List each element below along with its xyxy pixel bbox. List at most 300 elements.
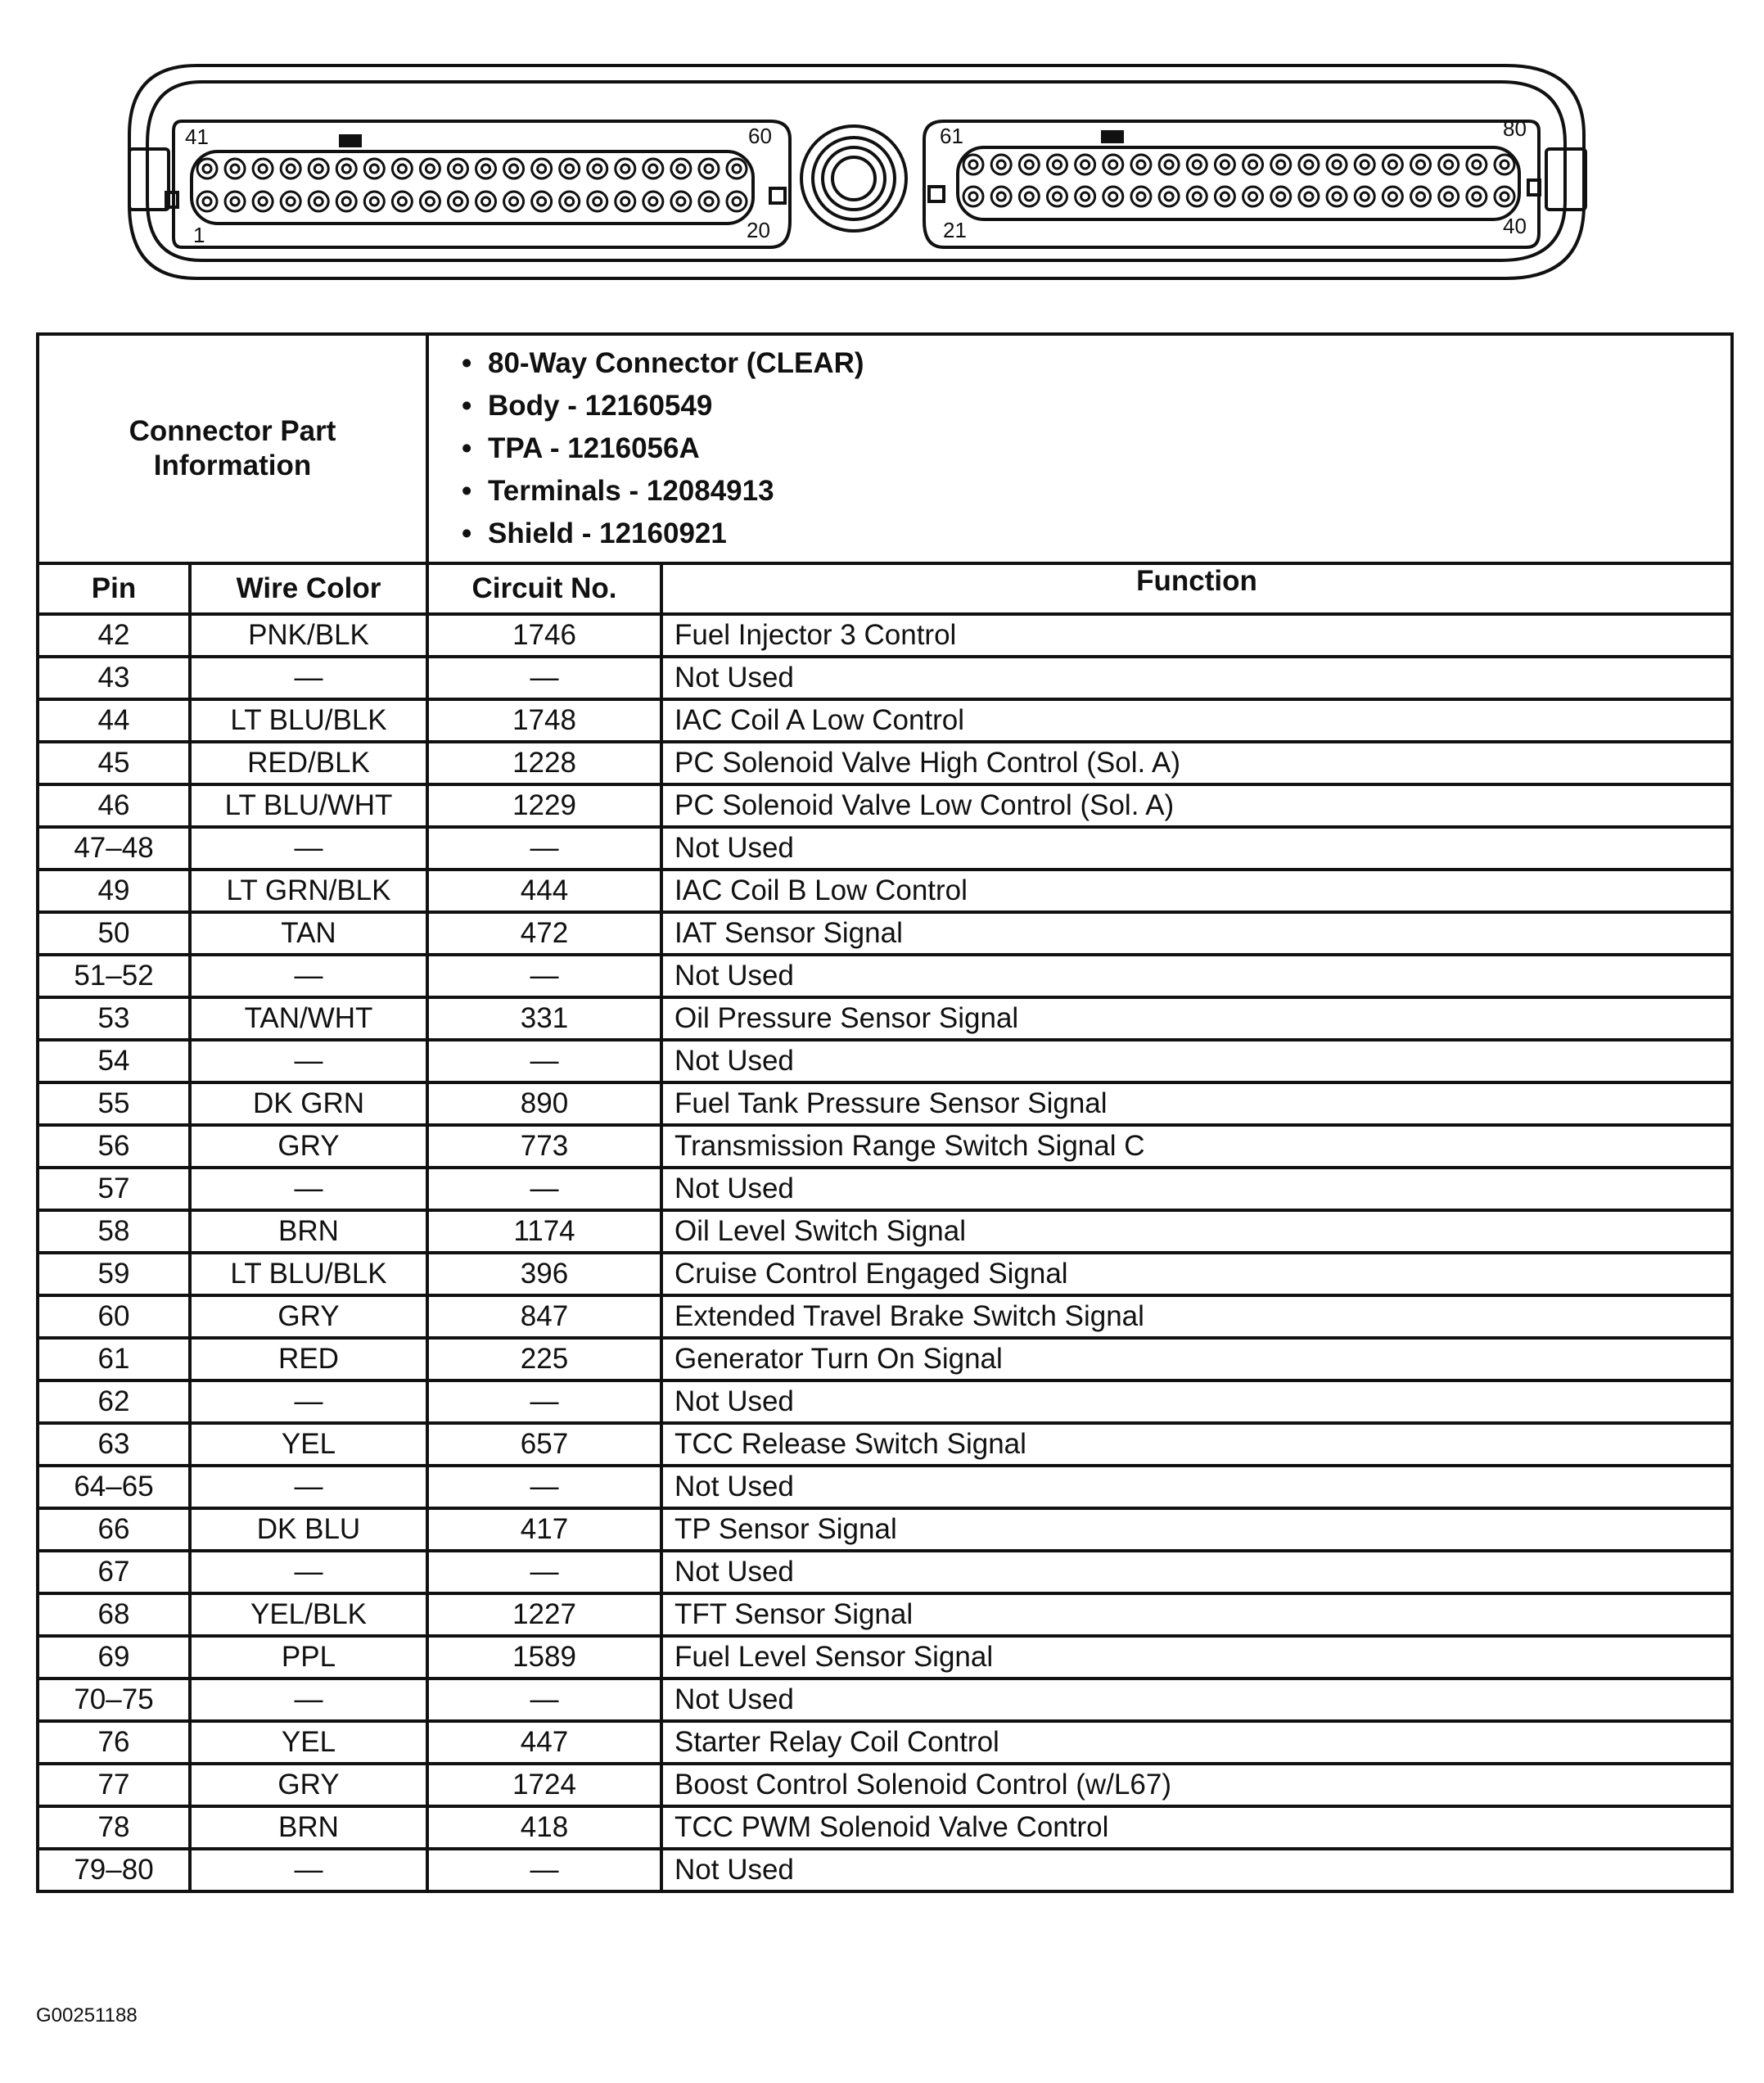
pin-label-80: 80 (1503, 116, 1527, 141)
circuit-cell: 890 (427, 1082, 661, 1125)
pin-socket (1439, 155, 1459, 174)
pin-cell: 64–65 (38, 1466, 190, 1508)
circuit-cell: 472 (427, 912, 661, 955)
circuit-cell: 417 (427, 1508, 661, 1551)
table-row (38, 1764, 1732, 1806)
pin-socket-core (997, 160, 1005, 169)
circuit-header: Circuit No. (427, 563, 661, 614)
pin-socket-core (370, 165, 378, 173)
table-row (38, 1593, 1732, 1636)
table-row (38, 912, 1732, 955)
pin-cell: 60 (38, 1295, 190, 1338)
pin-socket-core (593, 197, 602, 206)
pin-cell: 45 (38, 742, 190, 784)
table-row (38, 870, 1732, 912)
table-row (38, 1423, 1732, 1466)
pin-cell: 59 (38, 1253, 190, 1295)
pin-socket-core (566, 197, 574, 206)
pin-socket (1327, 187, 1347, 206)
circuit-cell: — (427, 1040, 661, 1082)
info-item-connector: • 80-Way Connector (CLEAR) (462, 342, 1730, 385)
pin-socket (1383, 187, 1402, 206)
wire-color-cell: RED/BLK (190, 742, 427, 784)
pin-socket-core (1277, 160, 1285, 169)
info-item-tpa: • TPA - 1216056A (462, 427, 1730, 470)
wire-color-cell: PPL (190, 1636, 427, 1679)
wire-color-cell: — (190, 1551, 427, 1593)
pin-socket (336, 192, 356, 211)
pin-socket-core (1025, 160, 1033, 169)
pin-cell: 68 (38, 1593, 190, 1636)
pin-socket (1047, 155, 1067, 174)
pin-socket-core (286, 165, 295, 173)
table-row (38, 1040, 1732, 1082)
pin-socket (504, 159, 524, 178)
table-row (38, 1125, 1732, 1168)
pin-socket-core (705, 197, 713, 206)
pin-cell: 49 (38, 870, 190, 912)
wire-color-cell: TAN/WHT (190, 997, 427, 1040)
pin-cell: 55 (38, 1082, 190, 1125)
pin-socket (963, 187, 983, 206)
function-cell: PC Solenoid Valve High Control (Sol. A) (661, 742, 1732, 784)
wire-color-cell: LT BLU/WHT (190, 784, 427, 827)
table-row (38, 1295, 1732, 1338)
table-header-row (38, 563, 1732, 614)
table-row (38, 997, 1732, 1040)
pin-label-21: 21 (943, 218, 967, 242)
circuit-cell: 225 (427, 1338, 661, 1380)
pin-socket (588, 192, 607, 211)
pin-socket (1047, 187, 1067, 206)
wire-color-cell: GRY (190, 1125, 427, 1168)
pin-socket-core (593, 165, 602, 173)
circuit-cell: — (427, 1168, 661, 1210)
pin-socket (1215, 187, 1234, 206)
pin-socket-core (1388, 160, 1396, 169)
pin-socket (336, 159, 356, 178)
wire-color-cell: TAN (190, 912, 427, 955)
connector-info-details (427, 334, 1732, 563)
pin-cell: 46 (38, 784, 190, 827)
pin-socket-core (538, 197, 546, 206)
circuit-cell: 447 (427, 1721, 661, 1764)
pin-socket-core (426, 197, 434, 206)
wire-color-cell: — (190, 1466, 427, 1508)
pin-socket-core (1388, 192, 1396, 201)
pin-socket-core (314, 165, 323, 173)
pin-socket (991, 187, 1011, 206)
pin-socket (1411, 187, 1431, 206)
function-cell: TCC Release Switch Signal (661, 1423, 1732, 1466)
function-cell: Cruise Control Engaged Signal (661, 1253, 1732, 1295)
pin-socket (364, 159, 384, 178)
pin-socket-core (342, 165, 350, 173)
wire-color-cell: — (190, 1380, 427, 1423)
pin-cell: 44 (38, 699, 190, 742)
circuit-cell: — (427, 1849, 661, 1891)
function-cell: TCC PWM Solenoid Valve Control (661, 1806, 1732, 1849)
pin-socket (532, 192, 552, 211)
wire-color-cell: GRY (190, 1295, 427, 1338)
pin-cell: 42 (38, 614, 190, 657)
pin-socket (699, 159, 719, 178)
pin-cell: 54 (38, 1040, 190, 1082)
circuit-cell: 1227 (427, 1593, 661, 1636)
pin-socket-core (677, 165, 685, 173)
pin-socket-core (1137, 160, 1145, 169)
pin-socket (1103, 155, 1123, 174)
pin-socket (392, 192, 412, 211)
wire-color-cell: YEL/BLK (190, 1593, 427, 1636)
pin-cell: 51–52 (38, 955, 190, 997)
connector-info-label (38, 334, 427, 563)
wire-color-cell: — (190, 955, 427, 997)
wire-color-cell: DK GRN (190, 1082, 427, 1125)
function-cell: Boost Control Solenoid Control (w/L67) (661, 1764, 1732, 1806)
pin-socket (560, 159, 580, 178)
pin-label-41: 41 (185, 124, 209, 149)
wire-color-header: Wire Color (190, 563, 427, 614)
pin-cell: 79–80 (38, 1849, 190, 1891)
function-cell: TP Sensor Signal (661, 1508, 1732, 1551)
pin-socket (1019, 155, 1039, 174)
wire-color-cell: RED (190, 1338, 427, 1380)
pin-socket-core (1053, 160, 1061, 169)
function-cell: IAT Sensor Signal (661, 912, 1732, 955)
table-row (38, 1636, 1732, 1679)
wire-color-cell: LT BLU/BLK (190, 699, 427, 742)
pin-socket (253, 192, 273, 211)
pin-cell: 47–48 (38, 827, 190, 870)
pin-socket-core (1137, 192, 1145, 201)
table-row (38, 742, 1732, 784)
circuit-cell: — (427, 1679, 661, 1721)
wire-color-cell: LT GRN/BLK (190, 870, 427, 912)
circuit-cell: — (427, 827, 661, 870)
info-item-terminals: • Terminals - 12084913 (462, 470, 1730, 513)
function-cell: Not Used (661, 1679, 1732, 1721)
pin-socket (588, 159, 607, 178)
pin-socket-core (1053, 192, 1061, 201)
pin-socket-core (1473, 192, 1481, 201)
pin-socket-core (1305, 160, 1313, 169)
table-row (38, 955, 1732, 997)
function-cell: Fuel Injector 3 Control (661, 614, 1732, 657)
pin-socket-core (1109, 160, 1117, 169)
pin-socket-core (1165, 192, 1173, 201)
table-row (38, 1168, 1732, 1210)
function-header: Function (661, 563, 1732, 614)
function-cell: IAC Coil A Low Control (661, 699, 1732, 742)
pin-socket-core (426, 165, 434, 173)
pin-socket-core (398, 197, 406, 206)
info-label-line-1: Connector Part (129, 415, 336, 447)
function-cell: Not Used (661, 1380, 1732, 1423)
pin-socket (1131, 155, 1151, 174)
pin-socket-core (453, 165, 462, 173)
function-cell: Starter Relay Coil Control (661, 1721, 1732, 1764)
pin-socket-core (1193, 160, 1201, 169)
circuit-cell: 1746 (427, 614, 661, 657)
pin-socket-core (482, 197, 490, 206)
function-cell: Extended Travel Brake Switch Signal (661, 1295, 1732, 1338)
pin-socket-core (1165, 160, 1173, 169)
table-row (38, 1806, 1732, 1849)
pin-socket (476, 159, 496, 178)
function-cell: PC Solenoid Valve Low Control (Sol. A) (661, 784, 1732, 827)
pin-socket (1299, 187, 1319, 206)
pin-socket (616, 192, 635, 211)
function-cell: Not Used (661, 1849, 1732, 1891)
pin-socket (309, 159, 328, 178)
circuit-cell: 1174 (427, 1210, 661, 1253)
pin-socket-core (705, 165, 713, 173)
pin-socket (392, 159, 412, 178)
pin-socket (1271, 155, 1291, 174)
pin-socket (1411, 155, 1431, 174)
wire-color-cell: — (190, 1040, 427, 1082)
pin-socket (225, 192, 245, 211)
table-row (38, 1679, 1732, 1721)
pin-cell: 56 (38, 1125, 190, 1168)
function-cell: TFT Sensor Signal (661, 1593, 1732, 1636)
pin-socket-core (1417, 192, 1425, 201)
circuit-cell: 1724 (427, 1764, 661, 1806)
circuit-cell: — (427, 657, 661, 699)
pin-socket-core (997, 192, 1005, 201)
pin-socket (1187, 187, 1207, 206)
pin-socket-core (1500, 192, 1509, 201)
pin-socket-core (1220, 192, 1229, 201)
pin-socket-core (314, 197, 323, 206)
function-cell: Not Used (661, 1168, 1732, 1210)
pin-cell: 50 (38, 912, 190, 955)
pin-socket (616, 159, 635, 178)
pin-socket-core (1081, 160, 1090, 169)
pin-cell: 63 (38, 1423, 190, 1466)
pin-socket-core (1249, 160, 1257, 169)
pin-socket (197, 192, 217, 211)
pin-socket (476, 192, 496, 211)
pin-cell: 53 (38, 997, 190, 1040)
pin-socket-core (231, 197, 239, 206)
pin-socket (1243, 187, 1263, 206)
pin-socket-core (1025, 192, 1033, 201)
info-item-shield: • Shield - 12160921 (462, 513, 1730, 555)
pin-socket (1131, 187, 1151, 206)
pin-cell: 70–75 (38, 1679, 190, 1721)
pin-socket-core (1220, 160, 1229, 169)
pin-socket-core (733, 165, 741, 173)
pin-socket (225, 159, 245, 178)
pin-socket-core (259, 197, 267, 206)
circuit-cell: 1229 (427, 784, 661, 827)
pin-label-61: 61 (940, 124, 963, 148)
function-cell: Generator Turn On Signal (661, 1338, 1732, 1380)
pin-socket (420, 192, 440, 211)
pin-socket (253, 159, 273, 178)
pin-socket-core (1445, 160, 1453, 169)
pin-socket (1076, 155, 1095, 174)
function-cell: Not Used (661, 1551, 1732, 1593)
pin-socket (448, 192, 467, 211)
function-cell: Not Used (661, 827, 1732, 870)
pin-socket-core (203, 165, 211, 173)
pin-socket-core (510, 197, 518, 206)
function-cell: Not Used (661, 1466, 1732, 1508)
table-row (38, 657, 1732, 699)
pin-socket (1439, 187, 1459, 206)
pin-socket (1271, 187, 1291, 206)
connector-diagram (0, 0, 1764, 311)
pin-socket-core (1109, 192, 1117, 201)
table-row (38, 827, 1732, 870)
pin-socket-core (342, 197, 350, 206)
table-row (38, 614, 1732, 657)
pin-socket-core (1500, 160, 1509, 169)
pin-socket-core (1417, 160, 1425, 169)
pin-socket-core (1473, 160, 1481, 169)
pin-socket (1327, 155, 1347, 174)
info-item-body: • Body - 12160549 (462, 385, 1730, 427)
circuit-cell: 847 (427, 1295, 661, 1338)
wire-color-cell: — (190, 1168, 427, 1210)
pin-socket (1076, 187, 1095, 206)
pin-socket (727, 159, 747, 178)
pin-socket-core (1360, 192, 1369, 201)
circuit-cell: — (427, 1551, 661, 1593)
pin-socket-core (566, 165, 574, 173)
pin-socket-core (482, 165, 490, 173)
pin-socket-core (649, 197, 657, 206)
pin-label-20: 20 (747, 218, 770, 242)
pin-socket-core (1333, 192, 1341, 201)
wire-color-cell: — (190, 1849, 427, 1891)
pin-cell: 61 (38, 1338, 190, 1380)
pin-socket (699, 192, 719, 211)
connector-info-row (38, 334, 1732, 563)
pin-cell: 66 (38, 1508, 190, 1551)
pin-socket (1019, 187, 1039, 206)
pin-socket (1495, 155, 1514, 174)
wire-color-cell: — (190, 827, 427, 870)
circuit-cell: 1228 (427, 742, 661, 784)
pin-cell: 57 (38, 1168, 190, 1210)
pin-socket (1467, 187, 1487, 206)
circuit-cell: 396 (427, 1253, 661, 1295)
table-row (38, 1849, 1732, 1891)
table-row (38, 1380, 1732, 1423)
connector-pin-table (36, 332, 1734, 1893)
wire-color-cell: BRN (190, 1806, 427, 1849)
pin-socket (364, 192, 384, 211)
pin-socket-core (231, 165, 239, 173)
circuit-cell: 657 (427, 1423, 661, 1466)
pin-socket (532, 159, 552, 178)
pin-socket (1215, 155, 1234, 174)
circuit-cell: 1748 (427, 699, 661, 742)
pin-socket (643, 192, 663, 211)
pin-cell: 76 (38, 1721, 190, 1764)
wire-color-cell: BRN (190, 1210, 427, 1253)
pin-cell: 78 (38, 1806, 190, 1849)
pin-label-60: 60 (748, 124, 772, 148)
pin-socket (963, 155, 983, 174)
pin-socket-core (1333, 160, 1341, 169)
pin-socket (671, 192, 691, 211)
pin-socket (1299, 155, 1319, 174)
pin-socket-core (677, 197, 685, 206)
pin-socket-core (538, 165, 546, 173)
circuit-cell: 418 (427, 1806, 661, 1849)
pin-socket-core (370, 197, 378, 206)
pin-cell: 69 (38, 1636, 190, 1679)
pin-socket-core (969, 160, 977, 169)
figure-id: G00251188 (36, 2004, 138, 2027)
circuit-cell: — (427, 955, 661, 997)
function-cell: Fuel Tank Pressure Sensor Signal (661, 1082, 1732, 1125)
wire-color-cell: YEL (190, 1423, 427, 1466)
pin-socket (281, 159, 300, 178)
pin-socket (1467, 155, 1487, 174)
table-row (38, 784, 1732, 827)
pin-socket (1159, 187, 1179, 206)
pin-label-1: 1 (193, 223, 205, 247)
pin-socket (727, 192, 747, 211)
table-row (38, 1210, 1732, 1253)
pin-cell: 77 (38, 1764, 190, 1806)
pin-socket-core (733, 197, 741, 206)
wire-color-cell: YEL (190, 1721, 427, 1764)
pin-header: Pin (38, 563, 190, 614)
pin-socket (560, 192, 580, 211)
pin-socket (1495, 187, 1514, 206)
pin-socket (281, 192, 300, 211)
pin-socket-core (1445, 192, 1453, 201)
function-cell: Not Used (661, 955, 1732, 997)
function-cell: Oil Level Switch Signal (661, 1210, 1732, 1253)
wire-color-cell: LT BLU/BLK (190, 1253, 427, 1295)
wire-color-cell: GRY (190, 1764, 427, 1806)
function-cell: IAC Coil B Low Control (661, 870, 1732, 912)
wire-color-cell: PNK/BLK (190, 614, 427, 657)
table-row (38, 1721, 1732, 1764)
pin-socket-core (1277, 192, 1285, 201)
pin-socket-core (621, 165, 629, 173)
pin-socket-core (453, 197, 462, 206)
table-row (38, 1253, 1732, 1295)
pin-socket (1103, 187, 1123, 206)
pin-socket (1159, 155, 1179, 174)
pin-socket-core (398, 165, 406, 173)
pin-socket-core (1081, 192, 1090, 201)
table-row (38, 1466, 1732, 1508)
circuit-cell: 444 (427, 870, 661, 912)
pin-cell: 67 (38, 1551, 190, 1593)
pin-socket-core (969, 192, 977, 201)
pin-socket-core (621, 197, 629, 206)
function-cell: Not Used (661, 657, 1732, 699)
table-row (38, 1508, 1732, 1551)
function-cell: Oil Pressure Sensor Signal (661, 997, 1732, 1040)
pin-socket (197, 159, 217, 178)
pin-socket (1243, 155, 1263, 174)
pin-socket-core (510, 165, 518, 173)
pin-socket (1187, 155, 1207, 174)
pin-socket (671, 159, 691, 178)
circuit-cell: 1589 (427, 1636, 661, 1679)
